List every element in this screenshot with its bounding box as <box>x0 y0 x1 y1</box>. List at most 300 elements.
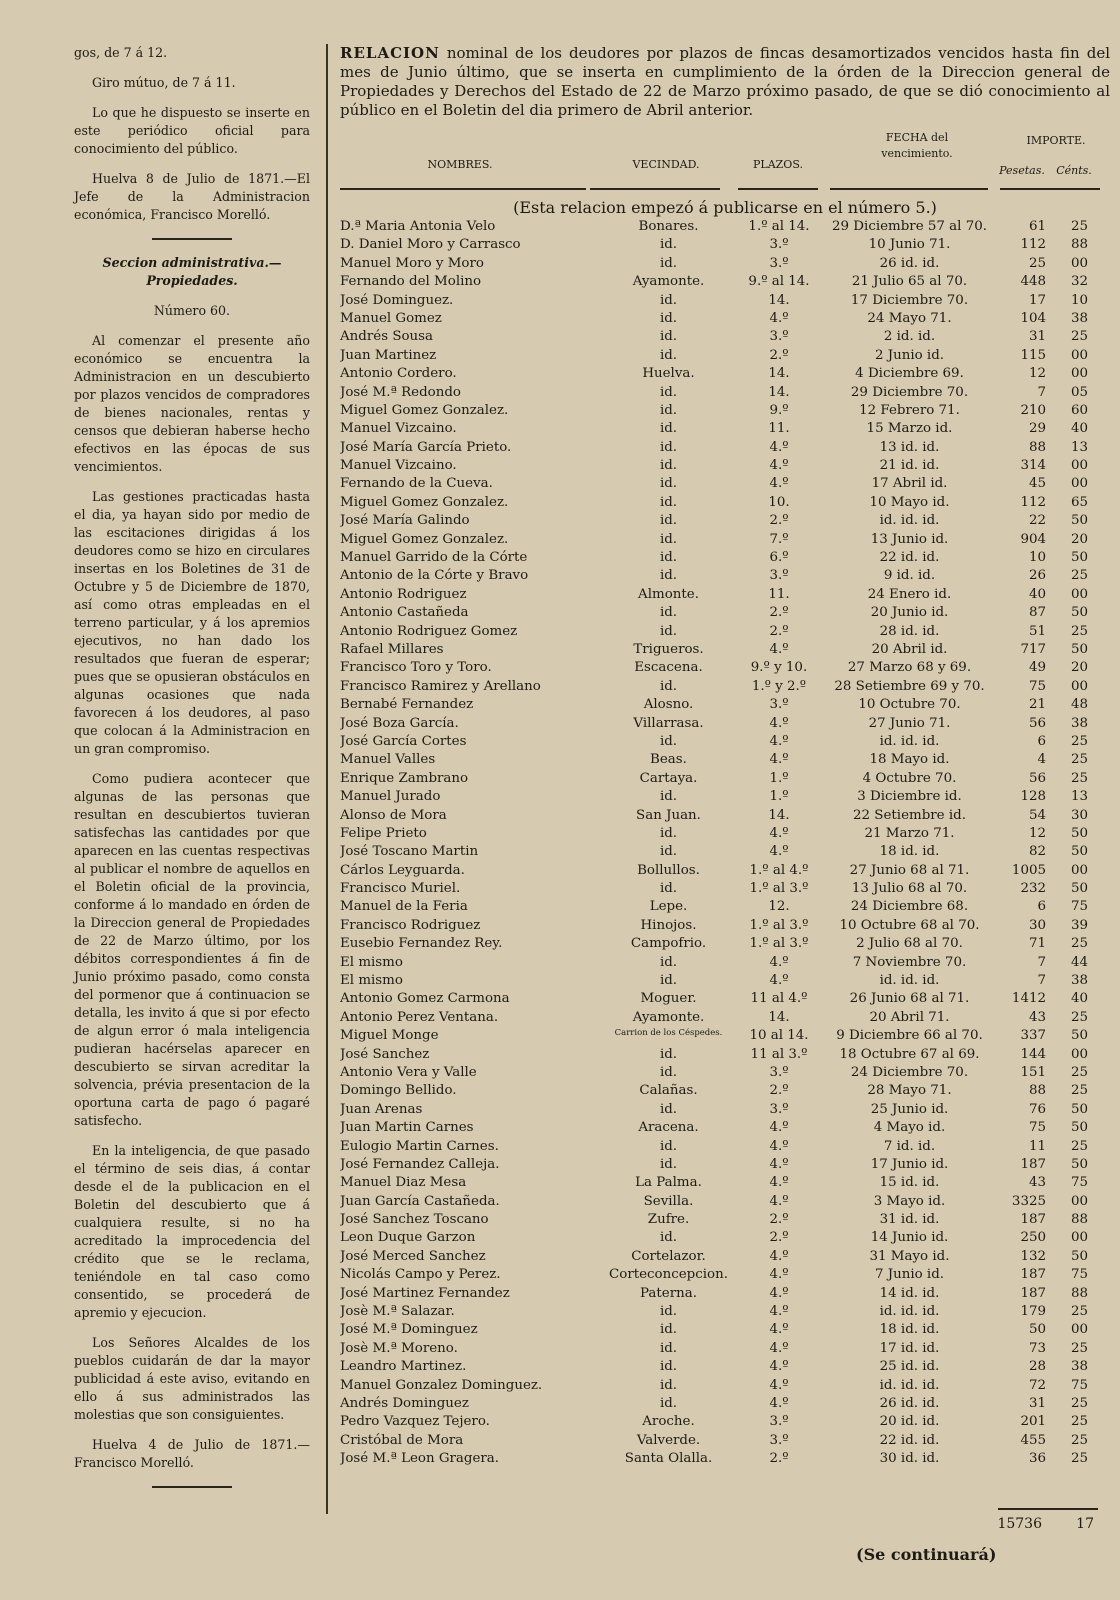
debtor-name: Manuel Vizcaino. <box>340 421 457 437</box>
debtor-plazos: 4.º <box>769 458 789 474</box>
debtor-fecha: 27 Marzo 68 y 69. <box>847 660 972 676</box>
debtor-pesetas: 25 <box>1028 255 1046 271</box>
debtor-name: Manuel de la Feria <box>340 899 468 915</box>
debtor-plazos: 4.º <box>769 1377 789 1393</box>
header-vecindad: VECINDAD. <box>632 158 700 171</box>
table-row <box>340 329 1110 347</box>
debtor-cents: 32 <box>1070 274 1088 290</box>
table-row <box>340 587 1110 605</box>
debtor-pesetas: 17 <box>1028 292 1046 308</box>
debtor-fecha: 17 id. id. <box>879 1340 940 1356</box>
table-row <box>340 991 1110 1009</box>
debtor-name: D. Daniel Moro y Carrasco <box>340 237 521 253</box>
debtor-vecindad: id. <box>659 476 678 492</box>
debtor-vecindad: Zufre. <box>647 1212 690 1228</box>
paragraph-8: En la inteligencia, de que pasado el término de seis dias, á contar desde el de la publicacion en el Boletin del descubierto que á cualquiera resulte, si no ha acreditado la improcedencia del crédito que se le reclama, teniéndole en tal caso como consentido, se procederá de apremio y ejecucion. <box>74 1143 310 1320</box>
divider <box>152 238 232 240</box>
debtor-name: Enrique Zambrano <box>340 770 469 786</box>
debtor-pesetas: 75 <box>1028 678 1046 694</box>
table-row <box>340 495 1110 513</box>
debtor-name: Francisco Ramirez y Arellano <box>340 678 541 694</box>
debtor-vecindad: La Palma. <box>635 1175 702 1191</box>
right-column <box>340 44 1110 1470</box>
debtor-vecindad: id. <box>659 550 678 566</box>
table-row <box>340 1194 1110 1212</box>
table-row <box>340 403 1110 421</box>
debtor-vecindad: Aroche. <box>642 1414 695 1430</box>
debtor-plazos: 7.º <box>769 531 789 547</box>
debtor-fecha: 14 id. id. <box>879 1285 940 1301</box>
table-row <box>340 918 1110 936</box>
debtor-table <box>340 219 1110 1470</box>
debtor-fecha: 22 id. id. <box>879 1432 940 1448</box>
debtor-vecindad: id. <box>659 1322 678 1338</box>
debtor-name: Andrés Dominguez <box>340 1396 469 1411</box>
debtor-vecindad: Ayamonte. <box>632 1009 705 1025</box>
table-row <box>340 734 1110 752</box>
debtor-plazos: 9.º al 14. <box>748 274 810 290</box>
header-nombres: NOMBRES. <box>427 158 493 171</box>
total-rule <box>998 1508 1098 1510</box>
divider <box>152 1486 232 1488</box>
debtor-fecha: 21 Marzo 71. <box>864 825 955 841</box>
debtor-cents: 25 <box>1070 1083 1088 1099</box>
debtor-plazos: 4.º <box>769 439 789 455</box>
debtor-cents: 65 <box>1070 494 1088 510</box>
debtor-cents: 00 <box>1070 1193 1088 1209</box>
debtor-fecha: 28 Setiembre 69 y 70. <box>834 678 985 694</box>
debtor-cents: 25 <box>1070 1009 1088 1025</box>
debtor-vecindad: Calañas. <box>639 1083 698 1099</box>
debtor-plazos: 3.º <box>769 329 789 345</box>
debtor-pesetas: 26 <box>1028 568 1046 584</box>
debtor-vecindad: id. <box>659 1230 678 1246</box>
debtor-fecha: 20 id. id. <box>879 1414 940 1430</box>
debtor-pesetas: 132 <box>1020 1248 1046 1264</box>
left-column <box>74 44 310 1502</box>
table-header <box>340 126 1110 182</box>
debtor-fecha: 30 id. id. <box>879 1451 940 1467</box>
debtor-pesetas: 36 <box>1028 1451 1046 1467</box>
debtor-cents: 75 <box>1070 1175 1088 1191</box>
debtor-fecha: 15 Marzo id. <box>866 421 953 437</box>
debtor-cents: 75 <box>1070 1267 1088 1283</box>
signature-2: Huelva 4 de Julio de 1871.— Francisco Morelló. <box>74 1437 310 1470</box>
debtor-fecha: 20 Junio id. <box>870 605 949 621</box>
debtor-plazos: 2.º <box>769 513 789 529</box>
debtor-pesetas: 31 <box>1028 1396 1046 1411</box>
debtor-plazos: 4.º <box>769 1304 789 1320</box>
debtor-fecha: 21 id. id. <box>879 458 940 474</box>
debtor-name: Antonio Vera y Valle <box>340 1064 477 1080</box>
table-row <box>340 863 1110 881</box>
debtor-cents: 25 <box>1070 1138 1088 1154</box>
table-row <box>340 1212 1110 1230</box>
debtor-plazos: 9.º y 10. <box>750 660 808 676</box>
table-row <box>340 624 1110 642</box>
debtor-fecha: 24 Enero id. <box>867 586 952 602</box>
debtor-vecindad: Ayamonte. <box>632 274 705 290</box>
debtor-name: Francisco Toro y Toro. <box>340 660 492 676</box>
debtor-cents: 50 <box>1070 881 1088 897</box>
debtor-plazos: 3.º <box>769 1414 789 1430</box>
table-row <box>340 1359 1110 1377</box>
debtor-vecindad: id. <box>659 310 678 326</box>
table-row <box>340 1047 1110 1065</box>
debtor-name: José Sanchez Toscano <box>340 1212 489 1228</box>
debtor-name: Josè M.ª Moreno. <box>340 1340 458 1356</box>
debtor-vecindad: Aracena. <box>638 1120 699 1136</box>
debtor-fecha: 17 Abril id. <box>871 476 948 492</box>
debtor-pesetas: 61 <box>1028 219 1046 234</box>
debtor-fecha: 20 Abril 71. <box>869 1009 950 1025</box>
debtor-vecindad: id. <box>659 292 678 308</box>
debtor-vecindad: id. <box>659 1377 678 1393</box>
debtor-name: José Dominguez. <box>340 292 454 308</box>
debtor-vecindad: Villarrasa. <box>633 715 704 731</box>
debtor-fecha: 3 Diciembre id. <box>857 789 962 805</box>
debtor-pesetas: 12 <box>1028 366 1046 382</box>
debtor-vecindad: Hinojos. <box>640 917 697 933</box>
table-row <box>340 1433 1110 1451</box>
paragraph-9: Los Señores Alcaldes de los pueblos cuidarán de dar la mayor publicidad á este aviso, evitando en ello á sus administrados las molestias que son consiguientes. <box>74 1335 310 1422</box>
paragraph-6: Las gestiones practicadas hasta el dia, ya hayan sido por medio de las escitaciones dirigidas á los deudores como se hizo en circulares insertas en los Boletines de 31 de Octubre y 5 de Diciembre de 1870, así como otras empleadas en el terreno particular, y á los apremios ejecutivos, no han dado los resultados que fueran de esperar; pues que se opusieran obstáculos en algunas ocasiones que nada favorecen á los deudores, al paso que colocan á la Administracion en un gran compromiso. <box>74 489 310 756</box>
debtor-cents: 50 <box>1070 844 1088 860</box>
debtor-pesetas: 43 <box>1028 1009 1046 1025</box>
debtor-pesetas: 75 <box>1028 1120 1046 1136</box>
debtor-vecindad: Paterna. <box>640 1285 697 1301</box>
debtor-cents: 25 <box>1070 219 1088 234</box>
table-row <box>340 421 1110 439</box>
debtor-vecindad: id. <box>659 531 678 547</box>
debtor-cents: 50 <box>1070 1248 1088 1264</box>
debtor-plazos: 14. <box>768 366 790 382</box>
header-importe: IMPORTE. <box>1026 134 1086 147</box>
debtor-pesetas: 88 <box>1028 439 1046 455</box>
debtor-name: Antonio Castañeda <box>340 605 469 621</box>
debtor-name: El mismo <box>340 954 403 970</box>
debtor-plazos: 14. <box>768 1009 790 1025</box>
debtor-fecha: 24 Mayo 71. <box>867 310 952 326</box>
debtor-name: Leandro Martinez. <box>340 1359 467 1375</box>
debtor-pesetas: 187 <box>1020 1156 1046 1172</box>
debtor-vecindad: id. <box>659 789 678 805</box>
debtor-plazos: 4.º <box>769 844 789 860</box>
debtor-fecha: 13 Julio 68 al 70. <box>851 881 968 897</box>
debtor-vecindad: Campofrio. <box>630 936 707 952</box>
debtor-vecindad: Carrion de los Céspedes. <box>614 1028 723 1039</box>
debtor-cents: 00 <box>1070 1322 1088 1338</box>
debtor-name: José Toscano Martin <box>340 844 479 860</box>
table-row <box>340 642 1110 660</box>
debtor-vecindad: id. <box>659 1304 678 1320</box>
debtor-name: Eusebio Fernandez Rey. <box>340 936 503 952</box>
continues-note: (Se continuará) <box>856 1545 997 1564</box>
paragraph-5: Al comenzar el presente año económico se encuentra la Administracion en un descubierto por plazos vencidos de compradores de bienes nacionales, rentas y censos que debieran haberse hecho efectivos en las épocas de sus vencimientos. <box>74 333 310 474</box>
debtor-pesetas: 7 <box>1037 973 1046 989</box>
debtor-fecha: 12 Febrero 71. <box>859 402 960 418</box>
debtor-fecha: 9 Diciembre 66 al 70. <box>836 1028 983 1044</box>
debtor-pesetas: 45 <box>1028 476 1046 492</box>
table-row <box>340 660 1110 678</box>
debtor-plazos: 2.º <box>769 347 789 363</box>
table-row <box>340 1304 1110 1322</box>
table-row <box>340 1028 1110 1046</box>
debtor-vecindad: Moguer. <box>640 991 697 1007</box>
debtor-name: Josè M.ª Salazar. <box>340 1304 455 1320</box>
debtor-plazos: 1.º al 14. <box>748 219 810 234</box>
debtor-pesetas: 71 <box>1028 936 1046 952</box>
debtor-plazos: 2.º <box>769 1212 789 1228</box>
debtor-name: José María Galindo <box>340 513 470 529</box>
debtor-cents: 00 <box>1070 347 1088 363</box>
total-pesetas: 15736 <box>997 1516 1042 1532</box>
debtor-cents: 50 <box>1070 1120 1088 1136</box>
table-row <box>340 1065 1110 1083</box>
debtor-name: Rafael Millares <box>340 641 444 657</box>
debtor-pesetas: 49 <box>1028 660 1046 676</box>
debtor-vecindad: Bollullos. <box>637 862 700 878</box>
debtor-vecindad: Alosno. <box>643 697 694 713</box>
debtor-plazos: 3.º <box>769 568 789 584</box>
debtor-pesetas: 187 <box>1020 1267 1046 1283</box>
debtor-pesetas: 128 <box>1020 789 1046 805</box>
debtor-name: Miguel Gomez Gonzalez. <box>340 531 509 547</box>
debtor-fecha: 18 id. id. <box>879 844 940 860</box>
debtor-plazos: 4.º <box>769 1359 789 1375</box>
debtor-fecha: 29 Diciembre 70. <box>850 384 969 400</box>
debtor-fecha: id. id. id. <box>879 733 940 749</box>
debtor-plazos: 10. <box>768 494 790 510</box>
debtor-plazos: 12. <box>768 899 790 915</box>
debtor-vecindad: id. <box>659 568 678 584</box>
debtor-plazos: 1.º al 3.º <box>749 936 809 952</box>
debtor-cents: 25 <box>1070 1414 1088 1430</box>
table-row <box>340 605 1110 623</box>
header-cents: Cénts. <box>1056 164 1092 177</box>
debtor-pesetas: 7 <box>1037 954 1046 970</box>
debtor-vecindad: San Juan. <box>636 807 701 823</box>
debtor-vecindad: id. <box>659 973 678 989</box>
debtor-pesetas: 187 <box>1020 1285 1046 1301</box>
debtor-fecha: 7 Noviembre 70. <box>852 954 967 970</box>
debtor-cents: 00 <box>1070 366 1088 382</box>
debtor-name: Cristóbal de Mora <box>340 1432 464 1448</box>
debtor-plazos: 3.º <box>769 697 789 713</box>
debtor-pesetas: 104 <box>1020 310 1046 326</box>
header-rule <box>590 188 720 190</box>
debtor-name: José Merced Sanchez <box>340 1248 486 1264</box>
debtor-pesetas: 56 <box>1028 770 1046 786</box>
debtor-vecindad: id. <box>659 605 678 621</box>
debtor-pesetas: 87 <box>1028 605 1046 621</box>
debtor-fecha: id. id. id. <box>879 973 940 989</box>
debtor-pesetas: 30 <box>1028 917 1046 933</box>
debtor-name: Juan Martinez <box>340 347 437 363</box>
debtor-cents: 50 <box>1070 605 1088 621</box>
paragraph-2: Giro mútuo, de 7 á 11. <box>92 75 236 90</box>
debtor-cents: 88 <box>1070 1212 1088 1228</box>
header-rule <box>738 188 818 190</box>
debtor-fecha: 27 Junio 68 al 71. <box>849 862 970 878</box>
debtor-fecha: 22 id. id. <box>879 550 940 566</box>
debtor-vecindad: id. <box>659 623 678 639</box>
debtor-fecha: 3 Mayo id. <box>873 1193 946 1209</box>
debtor-fecha: 22 Setiembre id. <box>853 807 966 823</box>
table-row <box>340 1341 1110 1359</box>
table-row <box>340 826 1110 844</box>
debtor-vecindad: Cartaya. <box>639 770 698 786</box>
debtor-pesetas: 337 <box>1020 1028 1046 1044</box>
debtor-pesetas: 73 <box>1028 1340 1046 1356</box>
debtor-pesetas: 3325 <box>1011 1193 1046 1209</box>
debtor-fecha: 24 Diciembre 68. <box>850 899 969 915</box>
debtor-vecindad: Almonte. <box>638 586 699 602</box>
debtor-fecha: 28 id. id. <box>879 623 940 639</box>
debtor-name: Miguel Monge <box>340 1028 439 1044</box>
debtor-name: Manuel Jurado <box>340 789 441 805</box>
debtor-pesetas: 201 <box>1020 1414 1046 1430</box>
table-row <box>340 293 1110 311</box>
debtor-name: El mismo <box>340 973 403 989</box>
debtor-pesetas: 314 <box>1020 458 1046 474</box>
header-rule <box>1000 188 1100 190</box>
debtor-name: José María García Prieto. <box>340 439 512 455</box>
debtor-fecha: 10 Octubre 68 al 70. <box>839 917 980 933</box>
debtor-name: Antonio Perez Ventana. <box>340 1009 499 1025</box>
debtor-fecha: 31 Mayo id. <box>869 1248 950 1264</box>
debtor-plazos: 4.º <box>769 1340 789 1356</box>
debtor-cents: 25 <box>1070 1304 1088 1320</box>
debtor-cents: 38 <box>1070 310 1088 326</box>
debtor-pesetas: 40 <box>1028 586 1046 602</box>
debtor-plazos: 4.º <box>769 1322 789 1338</box>
debtor-fecha: 10 Junio 71. <box>868 237 951 253</box>
debtor-name: Manuel Diaz Mesa <box>340 1175 467 1191</box>
debtor-name: Miguel Gomez Gonzalez. <box>340 494 509 510</box>
debtor-plazos: 4.º <box>769 752 789 768</box>
debtor-vecindad: Beas. <box>650 752 687 768</box>
debtor-pesetas: 455 <box>1020 1432 1046 1448</box>
header-pesetas: Pesetas. <box>999 164 1045 177</box>
debtor-cents: 50 <box>1070 825 1088 841</box>
debtor-pesetas: 112 <box>1020 494 1046 510</box>
debtor-vecindad: id. <box>659 1359 678 1375</box>
debtor-name: Miguel Gomez Gonzalez. <box>340 402 509 418</box>
table-row <box>340 513 1110 531</box>
debtor-cents: 25 <box>1070 329 1088 345</box>
debtor-fecha: 7 id. id. <box>883 1138 936 1154</box>
debtor-vecindad: id. <box>659 1046 678 1062</box>
debtor-pesetas: 31 <box>1028 329 1046 345</box>
debtor-cents: 25 <box>1070 1064 1088 1080</box>
debtor-name: Antonio de la Córte y Bravo <box>340 568 529 584</box>
debtor-fecha: 2 id. id. <box>883 329 936 345</box>
debtor-plazos: 2.º <box>769 605 789 621</box>
debtor-name: José García Cortes <box>340 733 467 749</box>
table-row <box>340 808 1110 826</box>
table-row <box>340 1249 1110 1267</box>
debtor-plazos: 4.º <box>769 1396 789 1411</box>
table-row <box>340 1451 1110 1469</box>
debtor-plazos: 4.º <box>769 733 789 749</box>
debtor-vecindad: id. <box>659 384 678 400</box>
debtor-vecindad: id. <box>659 329 678 345</box>
debtor-pesetas: 72 <box>1028 1377 1046 1393</box>
debtor-plazos: 3.º <box>769 255 789 271</box>
debtor-name: Felipe Prieto <box>340 825 427 841</box>
debtor-pesetas: 21 <box>1028 697 1046 713</box>
table-row <box>340 1157 1110 1175</box>
debtor-vecindad: id. <box>659 494 678 510</box>
debtor-vecindad: Cortelazor. <box>631 1248 706 1264</box>
debtor-pesetas: 50 <box>1028 1322 1046 1338</box>
debtor-name: Francisco Rodriguez <box>340 917 481 933</box>
debtor-name: Antonio Gomez Carmona <box>340 991 510 1007</box>
debtor-plazos: 9.º <box>769 402 789 418</box>
debtor-pesetas: 144 <box>1020 1046 1046 1062</box>
debtor-plazos: 11. <box>768 421 790 437</box>
debtor-cents: 13 <box>1070 439 1088 455</box>
debtor-fecha: 4 Octubre 70. <box>862 770 957 786</box>
debtor-plazos: 14. <box>768 384 790 400</box>
debtor-plazos: 1.º <box>769 789 789 805</box>
paragraph-7: Como pudiera acontecer que algunas de las personas que resultan en descubiertos tuvieran satisfechas las cantidades por que aparecen en las cuentas respectivas al publicar el nombre de aquellos en el Boletin oficial de la provincia, conforme á lo mandado en órden de la Direccion general de Propiedades de 22 de Marzo último, por los débitos correspondientes á fin de Junio próximo pasado, como consta del pormenor que á continuacion se detalla, les invito á que si por efecto de algun error ó mala inteligencia pudieran hacérselas aparecer en descubierto se sirvan acreditar la solvencia, prévia presentacion de la oportuna carta de pago ó pagaré satisfecho. <box>74 771 310 1128</box>
debtor-vecindad: id. <box>659 1340 678 1356</box>
header-fecha: FECHA del vencimiento. <box>881 131 953 160</box>
debtor-cents: 00 <box>1070 476 1088 492</box>
debtor-name: Pedro Vazquez Tejero. <box>340 1414 490 1430</box>
debtor-fecha: 15 id. id. <box>879 1175 940 1191</box>
table-row <box>340 1414 1110 1432</box>
table-row <box>340 219 1110 237</box>
debtor-plazos: 3.º <box>769 1432 789 1448</box>
debtor-plazos: 6.º <box>769 550 789 566</box>
debtor-plazos: 4.º <box>769 476 789 492</box>
debtor-plazos: 2.º <box>769 1451 789 1467</box>
debtor-plazos: 3.º <box>769 1101 789 1117</box>
debtor-cents: 30 <box>1070 807 1088 823</box>
debtor-fecha: 4 Diciembre 69. <box>855 366 964 382</box>
debtor-cents: 20 <box>1070 531 1088 547</box>
table-row <box>340 311 1110 329</box>
debtor-plazos: 4.º <box>769 954 789 970</box>
debtor-cents: 25 <box>1070 936 1088 952</box>
debtor-cents: 50 <box>1070 1028 1088 1044</box>
debtor-vecindad: id. <box>659 1156 678 1172</box>
debtor-name: José M.ª Dominguez <box>340 1322 478 1338</box>
table-row <box>340 476 1110 494</box>
debtor-name: Antonio Cordero. <box>340 366 457 382</box>
debtor-name: Domingo Bellido. <box>340 1083 457 1099</box>
debtor-plazos: 14. <box>768 807 790 823</box>
debtor-plazos: 10 al 14. <box>749 1028 809 1044</box>
debtor-pesetas: 88 <box>1028 1083 1046 1099</box>
debtor-name: José Boza García. <box>340 715 459 731</box>
debtor-plazos: 1.º y 2.º <box>751 678 807 694</box>
debtor-name: Juan Martin Carnes <box>340 1120 474 1136</box>
debtor-plazos: 2.º <box>769 1230 789 1246</box>
debtor-name: D.ª Maria Antonia Velo <box>340 219 496 234</box>
debtor-fecha: 20 Abril id. <box>871 641 948 657</box>
intro-text: nominal de los deudores por plazos de fincas desamortizados vencidos hasta fin del mes de Junio último, que se inserta en cumplimiento de la órden de la Direccion general de Propiedades y Derechos del Estado de 22 de Marzo próximo pasado, de que se dió conocimiento al público en el Boletin del dia primero de Abril anterior. <box>340 44 1110 119</box>
table-row <box>340 679 1110 697</box>
debtor-pesetas: 1005 <box>1011 862 1046 878</box>
debtor-pesetas: 82 <box>1028 844 1046 860</box>
debtor-cents: 39 <box>1070 917 1088 933</box>
debtor-plazos: 4.º <box>769 1138 789 1154</box>
debtor-pesetas: 76 <box>1028 1101 1046 1117</box>
